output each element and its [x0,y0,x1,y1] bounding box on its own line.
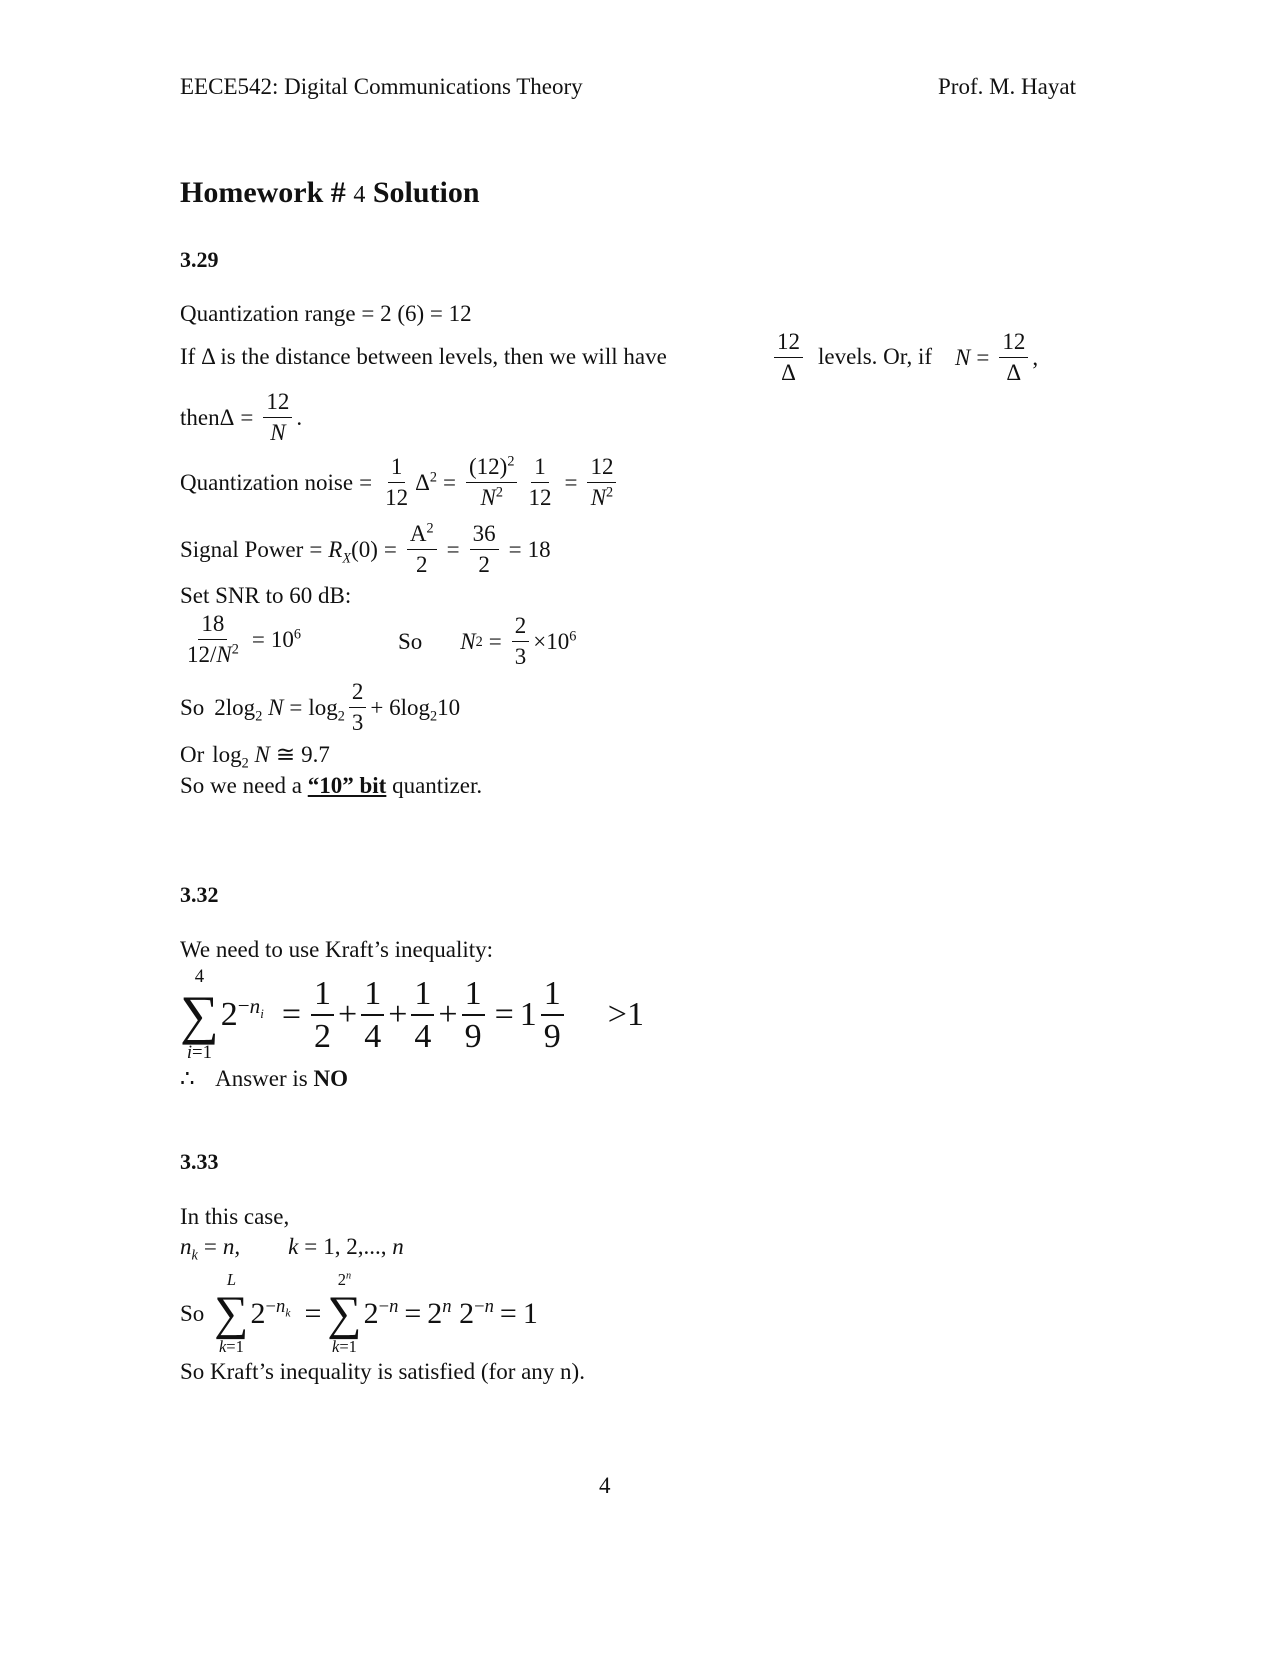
so-label-2: So [180,695,205,721]
n-squared-equation: So N 2 = $\frac{2}{3}$ $\times 10^6$ [398,613,577,670]
conclusion-prefix: So we need a [180,773,302,798]
answer-prefix: Answer is [215,1066,308,1091]
noise-label: Quantization noise [180,470,354,496]
levels-or-text: levels. Or, if [818,344,933,369]
so-label-3: So [180,1301,205,1327]
page-title [180,178,480,208]
homework-number: 4 [353,182,366,208]
log-equation: So $2\log_2$ N = $\log_2$ $\frac{2}{3}$ + $6\log_210$ [180,679,461,736]
case-intro: In this case, [180,1204,290,1229]
so-label-1: So [398,629,423,655]
answer-value: NO [313,1066,349,1091]
signal-power-label: Signal Power [180,537,304,563]
section-heading-329: 3.29 [180,247,219,272]
kraft-intro: We need to use Kraft’s inequality: [180,937,494,962]
n-equation: N = $\frac{12}{\Delta}$ , [955,329,1039,386]
section-heading-332: 3.32 [180,882,219,907]
quantization-range-line: Quantization range = 2 (6) = 12 [180,301,472,326]
levels-fraction: $\frac{12}{\Delta}$ [770,330,807,385]
bit-count: “10” bit [307,773,387,798]
kraft-conclusion: So Kraft’s inequality is satisfied (for any n). [180,1359,585,1384]
delta-equation: then Δ = $\frac{12}{N}$ . [180,389,303,446]
nk-definition: $n_k$ = n, k = 1, 2,..., n [180,1234,404,1264]
snr-line: Set SNR to 60 dB: [180,583,352,608]
conclusion-suffix: quantizer. [392,773,483,798]
kraft-sum-equation: 4 ∑ i=1 $2^{-n_i}$ = $\frac{1}{2}$ + $\frac{1}{4}$ + $\frac{1}{4}$ + $\frac{1}{9}$ = 1 $\frac{1}{9}$ >1 [180,966,644,1063]
author-name: Prof. M. Hayat [938,74,1076,99]
quantizer-conclusion [180,774,482,797]
quantization-noise-equation: Quantization noise = $\frac{1}{12}$ $\Delta^2$ = $\frac{(12)^2}{N^2}$ $\frac{1}{12}$ = $\frac{12}{N^2}$ [180,455,620,510]
or-label: Or [180,742,205,767]
then-label: then [180,405,220,431]
therefore-symbol: ∴ [180,1066,195,1091]
title-suffix: Solution [372,176,480,209]
page-number: 4 [599,1473,611,1498]
answer-line [180,1067,348,1090]
title-prefix: Homework # [180,176,346,209]
approx-equation: Or $\log_2 N$ ≅ 9.7 [180,742,330,772]
course-title: EECE542: Digital Communications Theory [180,74,583,99]
signal-power-equation: Signal Power = $R_X(0)$ = $\frac{A^2}{2}$ = $\frac{36}{2}$ = 18 [180,520,551,578]
levels-sentence-text: If Δ is the distance between levels, then we will have [180,344,667,369]
section-heading-333: 3.33 [180,1149,219,1174]
snr-equation: $\frac{18}{12/N^2}$ = $10^6$ [187,611,301,668]
kraft-equality-equation: So L ∑ k=1 $2^{-n_k}$ = $2^n$ ∑ k=1 $2^{-n}$ = 2$^n$ $2^{-n}$ = 1 [180,1270,538,1356]
approx-value: 9.7 [301,742,330,767]
